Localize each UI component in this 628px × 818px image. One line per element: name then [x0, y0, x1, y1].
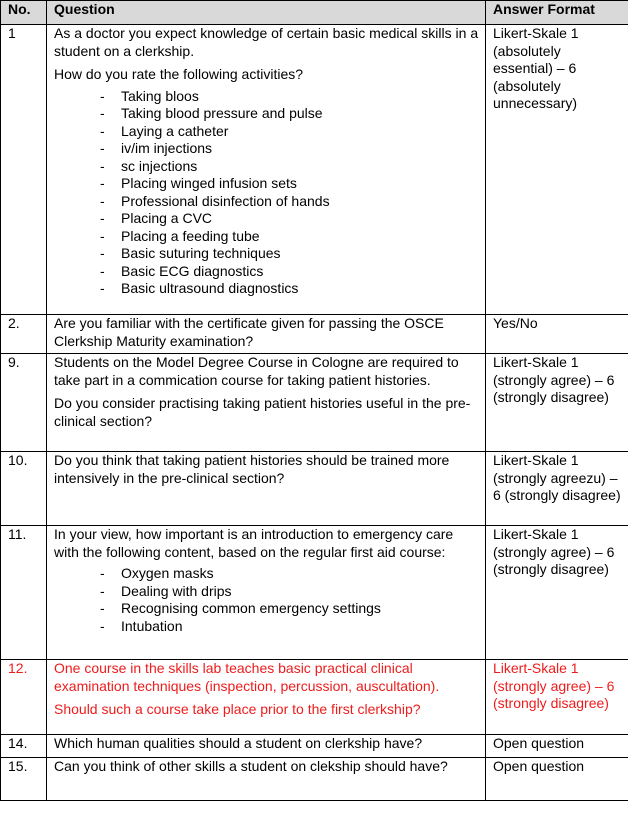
header-question: Question	[47, 1, 486, 25]
question-paragraph: Students on the Model Degree Course in Cologne are required to take part in a commication course for taking patient histories.	[54, 354, 459, 388]
list-item: - Taking blood pressure and pulse	[100, 105, 479, 123]
question-text	[47, 25, 486, 315]
table-row	[1, 25, 628, 315]
answer-format: Yes/No	[486, 315, 628, 354]
question-number: 1	[1, 25, 47, 315]
list-item: - iv/im injections	[100, 140, 479, 158]
question-number: 14.	[1, 735, 47, 758]
table-row	[1, 315, 628, 354]
answer-format: Open question	[486, 758, 628, 801]
table-row	[1, 452, 628, 526]
list-item: - Taking bloos	[100, 88, 479, 106]
answer-format: Likert-Skale 1 (absolutely essential) – 6 (absolutely unnecessary)	[486, 25, 628, 315]
header-row	[1, 1, 628, 25]
table-row-highlighted	[1, 660, 628, 735]
answer-format: Likert-Skale 1 (strongly agreezu) – 6 (strongly disagree)	[486, 452, 628, 526]
question-paragraph: One course in the skills lab teaches basic practical clinical examination techniques (inspection, percussion, auscultation).	[54, 660, 440, 694]
list-item: - Placing a feeding tube	[100, 228, 479, 246]
table-row	[1, 526, 628, 660]
answer-format: Likert-Skale 1 (strongly agree) – 6 (strongly disagree)	[486, 354, 628, 452]
answer-format: Open question	[486, 735, 628, 758]
list-item: - Intubation	[100, 618, 479, 636]
question-paragraph: As a doctor you expect knowledge of certain basic medical skills in a student on a clerkship.	[54, 25, 479, 59]
question-number: 15.	[1, 758, 47, 801]
table-row	[1, 354, 628, 452]
list-item: - Placing winged infusion sets	[100, 175, 479, 193]
question-number: 12.	[1, 660, 47, 735]
question-paragraph: Can you think of other skills a student on clekship should have?	[54, 758, 448, 774]
list-item: - Basic ECG diagnostics	[100, 263, 479, 281]
list-item: - Recognising common emergency settings	[100, 600, 479, 618]
question-number: 9.	[1, 354, 47, 452]
question-number: 11.	[1, 526, 47, 660]
question-text	[47, 735, 486, 758]
table-row	[1, 735, 628, 758]
question-paragraph: Do you think that taking patient histories should be trained more intensively in the pre-clinical section?	[54, 452, 450, 486]
question-paragraph: Are you familiar with the certificate given for passing the OSCE Clerkship Maturity examination?	[54, 315, 444, 349]
list-item: - Basic ultrasound diagnostics	[100, 280, 479, 298]
activity-list	[54, 88, 479, 298]
question-paragraph: How do you rate the following activities?	[54, 66, 304, 82]
header-answer-format: Answer Format	[486, 1, 628, 25]
question-paragraph: Should such a course take place prior to the first clerkship?	[54, 701, 421, 717]
emergency-topic-list	[54, 565, 479, 635]
list-item: - Laying a catheter	[100, 123, 479, 141]
list-item: - Placing a CVC	[100, 210, 479, 228]
list-item: - Oxygen masks	[100, 565, 479, 583]
question-text	[47, 452, 486, 526]
question-text	[47, 315, 486, 354]
table-row	[1, 758, 628, 801]
question-text	[47, 354, 486, 452]
list-item: - Basic suturing techniques	[100, 245, 479, 263]
question-text	[47, 660, 486, 735]
answer-format: Likert-Skale 1 (strongly agree) – 6 (strongly disagree)	[486, 660, 628, 735]
question-text	[47, 526, 486, 660]
list-item: - sc injections	[100, 158, 479, 176]
question-paragraph: Which human qualities should a student on clerkship have?	[54, 735, 423, 751]
question-text	[47, 758, 486, 801]
header-no: No.	[1, 1, 47, 25]
question-paragraph: Do you consider practising taking patient histories useful in the pre-clinical section?	[54, 395, 471, 429]
question-number: 2.	[1, 315, 47, 354]
answer-format: Likert-Skale 1 (strongly agree) – 6 (strongly disagree)	[486, 526, 628, 660]
list-item: - Dealing with drips	[100, 583, 479, 601]
question-paragraph: In your view, how important is an introduction to emergency care with the following content, based on the regular first aid course:	[54, 526, 454, 560]
list-item: - Professional disinfection of hands	[100, 193, 479, 211]
question-number: 10.	[1, 452, 47, 526]
